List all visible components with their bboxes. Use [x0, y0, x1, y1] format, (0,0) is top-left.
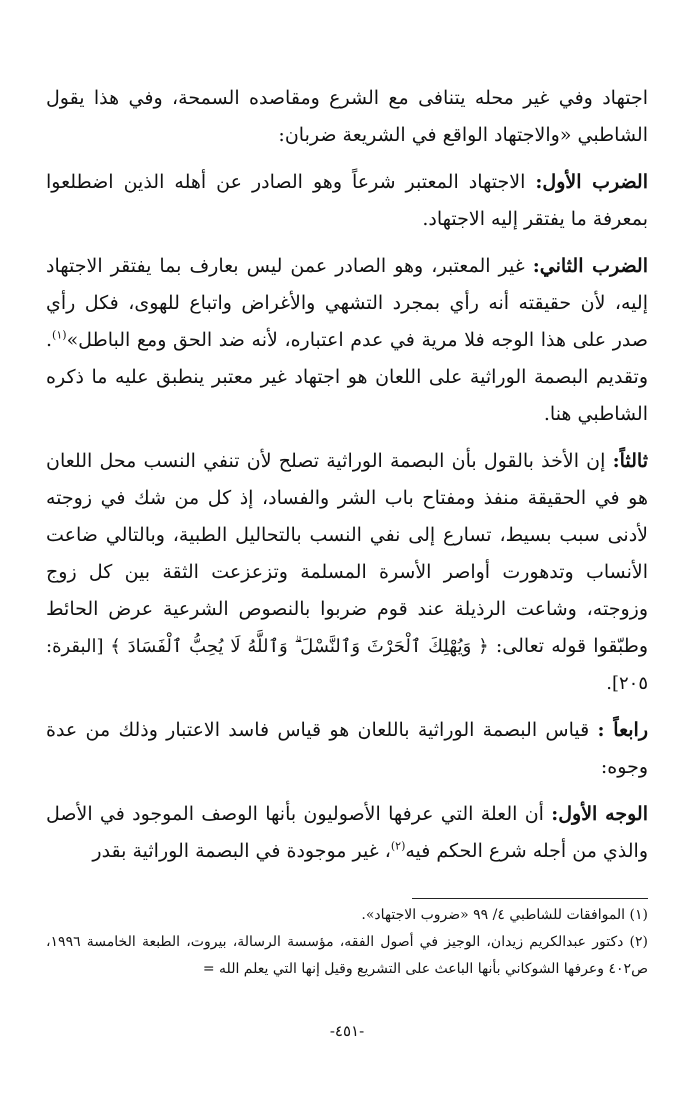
- footnote-ref-1[interactable]: (١): [52, 328, 67, 342]
- verse-reference: [البقرة: ٢٠٥].: [46, 636, 648, 694]
- paragraph-fourth: [46, 712, 648, 786]
- first-aspect-rest: ، غير موجودة في البصمة الوراثية بقدر: [92, 840, 391, 862]
- third-heading: ثالثاً:: [612, 450, 648, 472]
- quran-verse: ﴿ وَيُهْلِكَ ٱلْحَرْثَ وَٱلنَّسْلَ ۗ وَٱللَّهُ لَا يُحِبُّ ٱلْفَسَادَ ﴾: [110, 636, 489, 657]
- paragraph-first-type: [46, 164, 648, 238]
- footnote-2: (٢) دكتور عبدالكريم زيدان، الوجيز في أصول الفقه، مؤسسة الرسالة، بيروت، الطبعة الخامسة ١٩٩٦، ص٤٠٢ وعرفها الشوكاني بأنها الباعث على التشريع وقيل إنها التي يعلم الله =: [46, 934, 648, 977]
- first-aspect-text: أن العلة التي عرفها الأصوليون بأنها الوصف الموجود في الأصل والذي من أجله شرع الحكم فيه: [46, 803, 648, 862]
- second-type-rest: . وتقديم البصمة الوراثية على اللعان هو اجتهاد غير معتبر ينطبق عليه ما ذكره الشاطبي هنا.: [46, 329, 648, 425]
- paragraph-first-aspect: [46, 796, 648, 870]
- third-text: إن الأخذ بالقول بأن البصمة الوراثية تصلح لأن تنفي النسب محل اللعان هو في الحقيقة منفذ ومفتاح باب الشر والفساد، إذ كل من شك في زوجته لأدنى سبب بسيط، تسارع إلى نفي النسب بالتحاليل الطبية، وبالتالي ضاعت الأنساب وتدهورت أواصر الأسرة المسلمة وتزعزعت الثقة بين كل زوج وزوجته، وشاعت الرذيلة عند قوم ضربوا بالنصوص الشرعية عرض الحائط وطبّقوا قوله تعالى:: [46, 450, 648, 657]
- paragraph-1-text: اجتهاد وفي غير محله يتنافى مع الشرع ومقاصده السمحة، وفي هذا يقول الشاطبي «والاجتهاد الواقع في الشريعة ضربان:: [46, 87, 648, 146]
- footnote-ref-2[interactable]: (٢): [390, 839, 406, 853]
- second-type-text: غير المعتبر، وهو الصادر عمن ليس بعارف بما يفتقر الاجتهاد إليه، لأن حقيقته أنه رأي بمجرد التشهي والأغراض واتباع للهوى، فكل رأي صدر على هذا الوجه فلا مرية في عدم اعتباره، لأنه ضد الحق ومع الباطل»: [46, 255, 648, 351]
- page-number: -٤٥١-: [329, 1022, 365, 1040]
- fourth-heading: رابعاً :: [597, 719, 648, 741]
- paragraph-1: [46, 80, 648, 154]
- second-type-heading: الضرب الثاني:: [532, 255, 648, 277]
- first-aspect-heading: الوجه الأول:: [551, 803, 648, 825]
- paragraph-second-type: [46, 248, 648, 433]
- fourth-text: قياس البصمة الوراثية باللعان هو قياس فاسد الاعتبار وذلك من عدة وجوه:: [46, 719, 648, 778]
- footnote-1: (١) الموافقات للشاطبي ٤/ ٩٩ «ضروب الاجتهاد».: [361, 907, 648, 923]
- first-type-heading: الضرب الأول:: [535, 171, 648, 193]
- footnote-divider: [412, 898, 648, 899]
- first-type-text: الاجتهاد المعتبر شرعاً وهو الصادر عن أهله الذين اضطلعوا بمعرفة ما يفتقر إليه الاجتهاد.: [46, 171, 648, 230]
- footnotes: [46, 902, 648, 983]
- paragraph-third: [46, 443, 648, 702]
